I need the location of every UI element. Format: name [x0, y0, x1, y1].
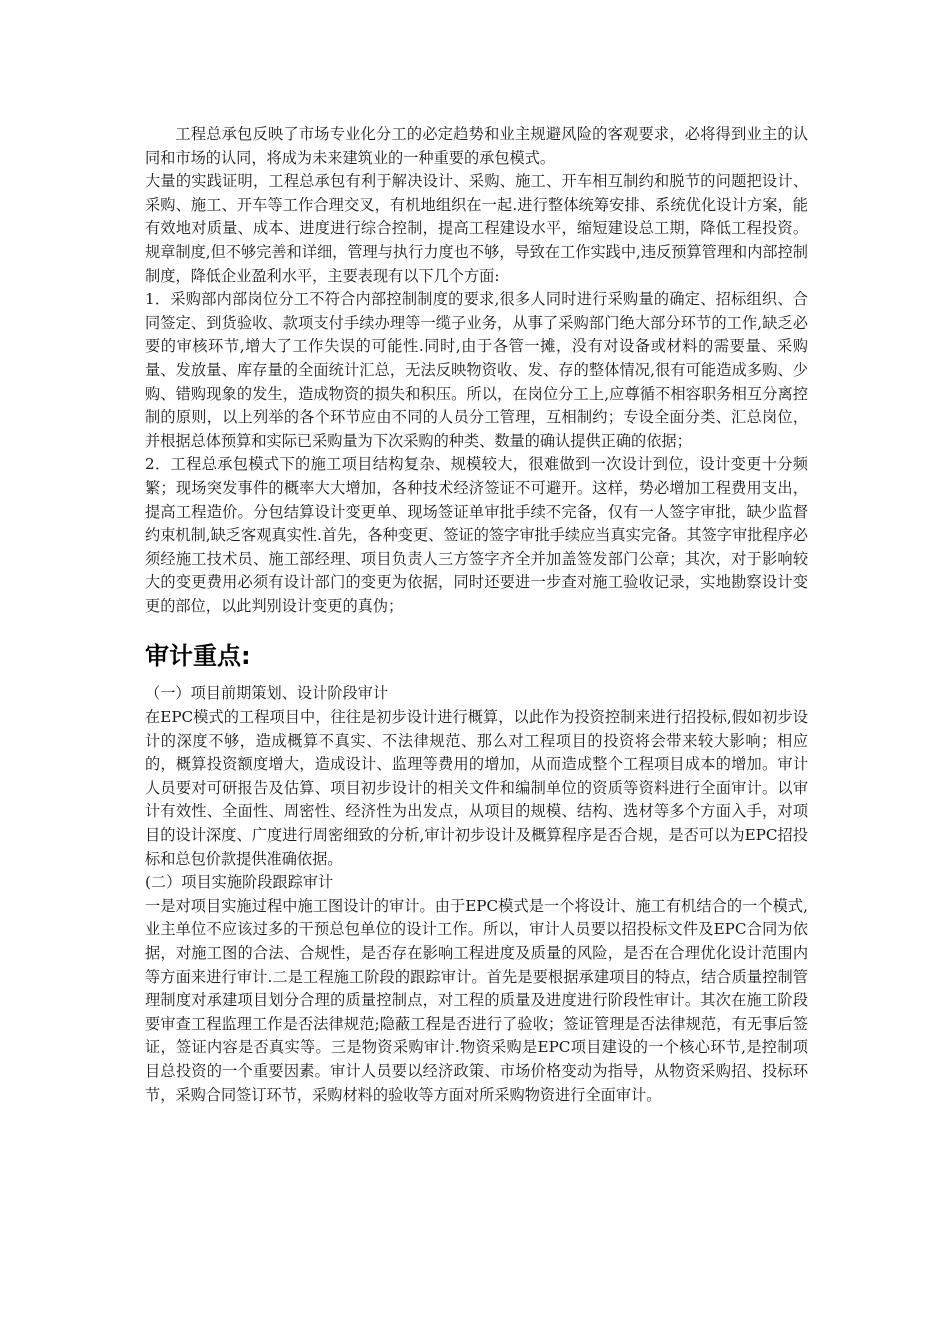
issue-2-paragraph: 2．工程总承包模式下的施工项目结构复杂、规模较大，很难做到一次设计到位，设计变更十分频繁；现场突发事件的概率大大增加，各种技术经济签证不可避开。这样，势必增加工程费用支出，提高工程造价。分包结算设计变更单、现场签证单审批手续不完备，仅有一人签字审批，缺少监督约束机制,缺乏客观真实性.首先，各种变更、签证的签字审批手续应当真实完备。其签字审批程序必须经施工技术员、施工部经理、项目负责人三方签字齐全并加盖签发部门公章；其次，对于影响较大的变更费用必须有设计部门的变更为依据，同时还要进一步查对施工验收记录，实地勘察设计变更的部位，以此判别设计变更的真伪； — [145, 455, 808, 615]
section-1-title: （一）项目前期策划、设计阶段审计 — [145, 684, 388, 703]
audit-focus-heading: 审计重点: — [145, 642, 251, 671]
document-page — [145, 123, 808, 1107]
intro-paragraph-1: 工程总承包反映了市场专业化分工的必定趋势和业主规避风险的客观要求，必将得到业主的认同和市场的认同，将成为未来建筑业的一种重要的承包模式。 — [145, 125, 808, 167]
issue-1-paragraph: 1．采购部内部岗位分工不符合内部控制制度的要求,很多人同时进行采购量的确定、招标组织、合同签定、到货验收、款项支付手续办理等一缆子业务，从事了采购部门绝大部分环节的工作,缺乏必要的审核环节,增大了工作失误的可能性.同时,由于各管一摊，没有对设备或材料的需要量、采购量、发放量、库存量的全面统计汇总，无法反映物资收、发、存的整体情况,很有可能造成多购、少购、错购现象的发生，造成物资的损失和积压。所以，在岗位分工上,应尊循不相容职务相互分离控制的原则，以上列举的各个环节应由不同的人员分工管理，互相制约；专设全面分类、汇总岗位，并根据总体预算和实际已采购量为下次采购的种类、数量的确认提供正确的依据； — [145, 290, 808, 450]
section-2-title: (二）项目实施阶段跟踪审计 — [145, 873, 334, 892]
section-2-body: 一是对项目实施过程中施工图设计的审计。由于EPC模式是一个将设计、施工有机结合的一个模式,业主单位不应该过多的干预总包单位的设计工作。所以，审计人员要以招投标文件及EPC合同为依据，对施工图的合法、合规性，是否存在影响工程进度及质量的风险，是否在合理优化设计范围内等方面来进行审计.二是工程施工阶段的跟踪审计。首先是要根据承建项目的特点，结合质量控制管理制度对承建项目划分合理的质量控制点，对工程的质量及进度进行阶段性审计。其次在施工阶段要审查工程监理工作是否法律规范;隐蔽工程是否进行了验收；签证管理是否法律规范，有无事后签证，签证内容是否真实等。三是物资采购审计.物资采购是EPC项目建设的一个核心环节,是控制项目总投资的一个重要因素。审计人员要以经济政策、市场价格变动为指导，从物资采购招、投标环节，采购合同签订环节，采购材料的验收等方面对所采购物资进行全面审计。 — [145, 896, 808, 1104]
section-1-body: 在EPC模式的工程项目中，往往是初步设计进行概算，以此作为投资控制来进行招投标,假如初步设计的深度不够，造成概算不真实、不法律规范、那么对工程项目的投资将会带来较大影响；相应的，概算投资额度增大，造成设计、监理等费用的增加，从而造成整个工程项目成本的增加。审计人员要对可研报告及估算、项目初步设计的相关文件和编制单位的资质等资料进行全面审计。以审计有效性、全面性、周密性、经济性为出发点，从项目的规模、结构、选材等多个方面入手，对项目的设计深度、广度进行周密细致的分析,审计初步设计及概算程序是否合规，是否可以为EPC招投标和总包价款提供准确依据。 — [145, 708, 808, 868]
intro-paragraph-2: 大量的实践证明，工程总承包有利于解决设计、采购、施工、开车相互制约和脱节的问题把设计、采购、施工、开车等工作合理交叉，有机地组织在一起.进行整体统筹安排、系统优化设计方案，能有效地对质量、成本、进度进行综合控制，提高工程建设水平，缩短建设总工期，降低工程投资。规章制度,但不够完善和详细，管理与执行力度也不够，导致在工作实践中,违反预算管理和内部控制制度，降低企业盈利水平，主要表现有以下几个方面: — [145, 172, 808, 285]
